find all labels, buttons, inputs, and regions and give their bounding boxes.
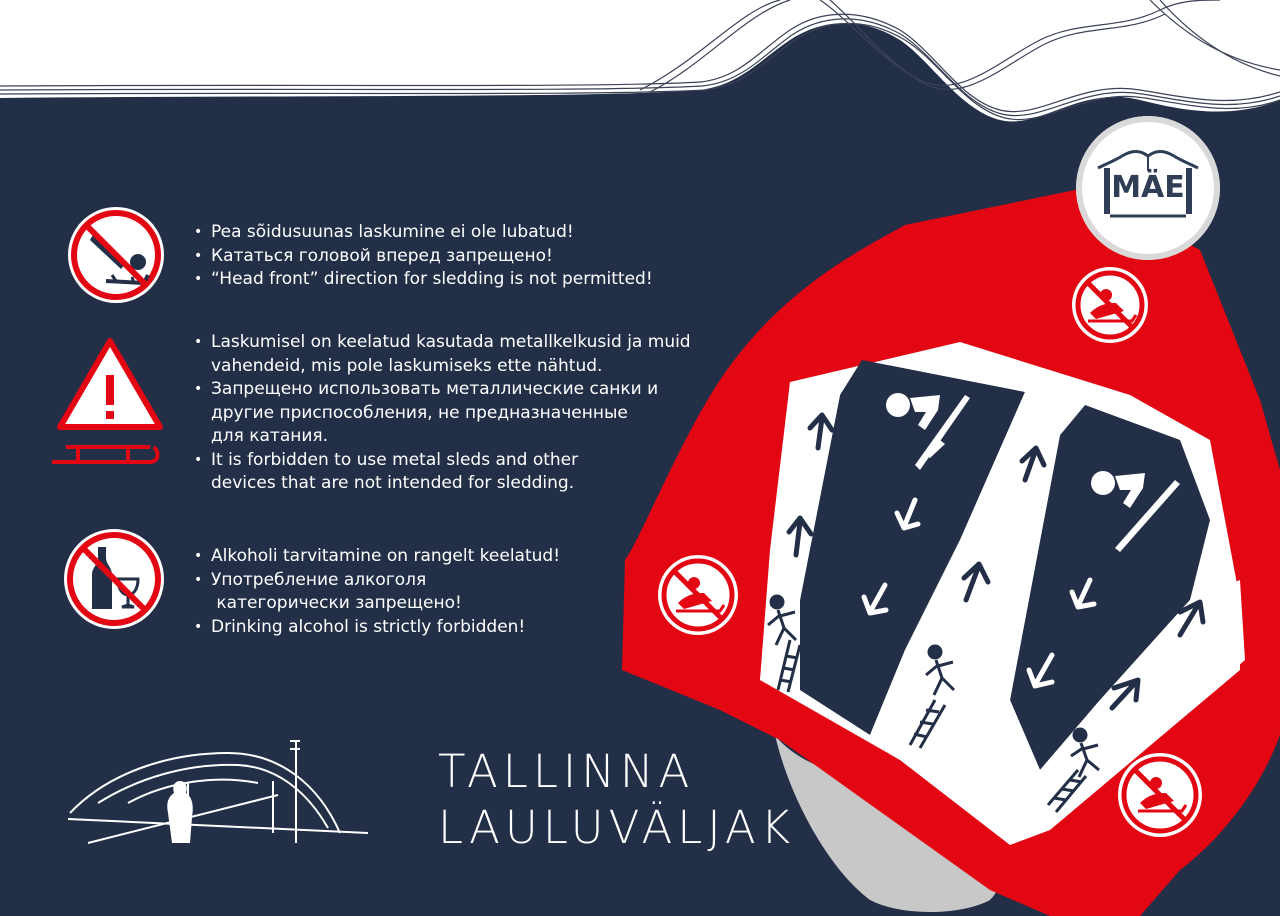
rule-line-et: • Alkoholi tarvitamine on rangelt keelatud! xyxy=(194,545,560,569)
rule-line-en: • “Head front” direction for sledding is not permitted! xyxy=(194,268,653,292)
rule-line-ru: • Кататься головой вперед запрещено! xyxy=(194,245,653,269)
rule-head-first-text xyxy=(194,221,653,292)
top-wave-band xyxy=(0,0,1280,121)
mae-badge xyxy=(1076,116,1220,260)
logo-line-lauluvaljak: LAULUVÄLJAK xyxy=(438,801,796,854)
rule-line-en: • Drinking alcohol is strictly forbidden! xyxy=(194,616,560,640)
rule-alcohol xyxy=(0,525,760,635)
rule-alcohol-text xyxy=(194,545,560,639)
rule-line-en: • It is forbidden to use metal sleds and other devices that are not intended for sledding. xyxy=(194,449,691,496)
rule-line-et: • Pea sõidusuunas laskumine ei ole lubatud! xyxy=(194,221,653,245)
no-alcohol-icon xyxy=(62,527,166,631)
warning-metal-sled-icon xyxy=(48,335,168,470)
song-festival-arch-icon xyxy=(68,733,368,863)
rule-line-et: • Laskumisel on keelatud kasutada metallkelkusid ja muid vahendeid, mis pole laskumiseks ette nähtud. xyxy=(194,331,691,378)
mae-label: MÄE xyxy=(1111,170,1185,205)
rule-line-ru: • Употребление алкоголя категорически запрещено! xyxy=(194,569,560,616)
logo-line-tallinna: TALLINNA xyxy=(438,745,695,798)
tallinna-lauluvaljak-logo xyxy=(68,733,796,863)
rule-line-ru: • Запрещено использовать металлические санки и другие приспособления, не предназначенные для катания. xyxy=(194,378,691,449)
rule-metal-sleds-text xyxy=(194,331,691,496)
no-head-first-sledding-icon xyxy=(66,205,166,305)
rule-head-first xyxy=(0,200,760,310)
rule-metal-sleds xyxy=(0,330,760,500)
